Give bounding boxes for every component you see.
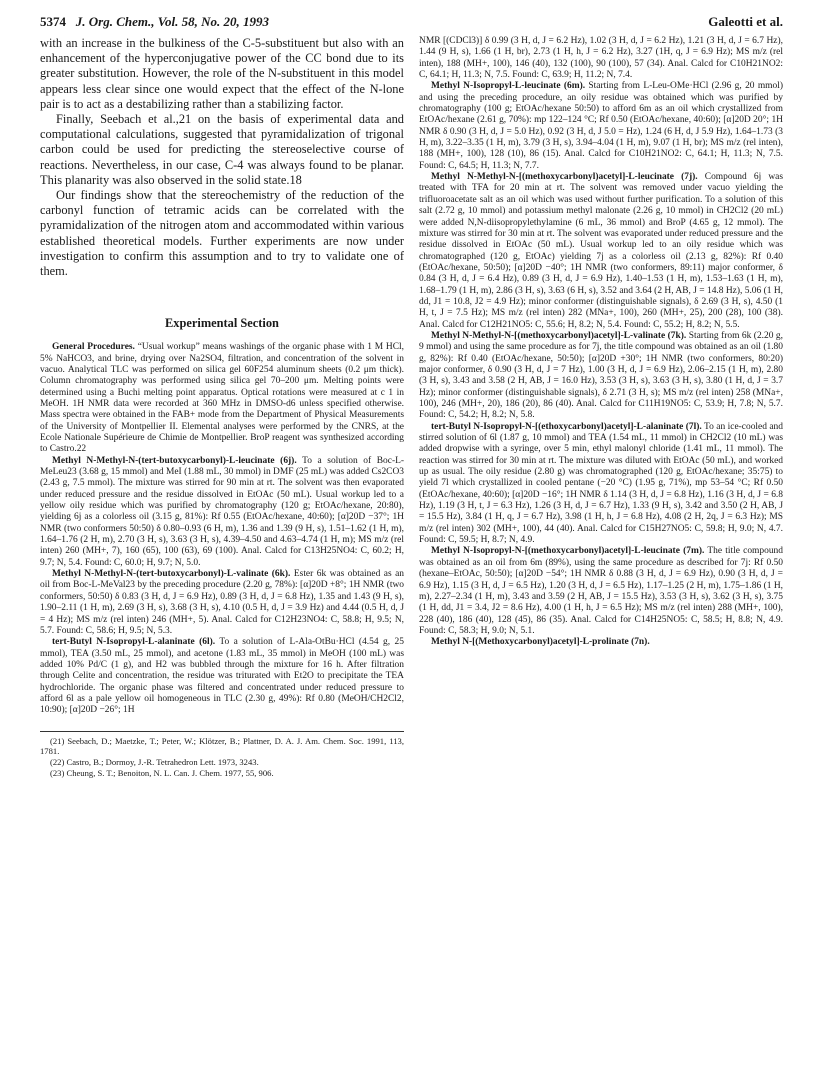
discussion-paragraph: with an increase in the bulkiness of the C-5-substituent but also with an enhancement of the hyperconjugative power of the CC bond due to its greater substitution. However, the role of the N-substituent in this model appears less clear since one would expect that the effect of the N-lone pair is to act as a destabilizing rather than a stabilizing factor. [40, 36, 404, 111]
compound-heading: Methyl N-Isopropyl-L-leucinate (6m). [431, 81, 586, 92]
paragraph-body: To a solution of L-Ala-OtBu·HCl (4.54 g, 25 mmol), TEA (3.50 mL, 25 mmol), and acetone (1.83 mL, 35 mmol) in MeOH (100 mL) was added 10% Pd/C (1 g), and H2 was bubbled through the mixture for 16 h. After filtration through Celite and concentration, the residue was triturated with Et2O to precipitate the TEA hydrochloride. The organic phase was filtered and concentrated under reduced pressure to afford 6l as a pale yellow oil homogeneous in TLC (2.30 g, 49%): Rf 0.80 (MeOH/CH2Cl2, 10:90); [α]20D −26°; 1H [40, 637, 404, 716]
compound-heading: Methyl N-Methyl-N-[(methoxycarbonyl)acetyl]-L-valinate (7k). [431, 330, 687, 341]
experimental-paragraph [40, 456, 404, 569]
paragraph-body: The title compound was obtained as an oil from 6m (89%), using the same procedure as described for 7j: Rf 0.50 (hexane–EtOAc, 50:50); [α]20D −54°; 1H NMR δ 0.88 (3 H, d, J = 6.9 Hz), 0.90 (3 H, d, J = 6.9 Hz), 1.15 (3 H, d, J = 6.5 Hz), 1.20 (3 H, d, J = 6.5 Hz), 1.17–1.25 (2 H, m), 1.75–1.86 (1 H, m), 2.27–2.34 (1 H, m), 3.43 and 3.59 (2 H, AB, J = 15.5 Hz), 3.53 (3 H, s), 3.62 (3 H, s), 3.75 (1 H, dd, J1 = 3.4, J2 = 8.6 Hz), 4.00 (1 H, h, J = 6.5 Hz); MS m/z (rel inten) 288 (MH+, 100), 228 (40), 186 (40), 128 (45), 86 (35). Anal. Calcd for C14H25NO5: C, 58.5; H, 8.8; N, 4.9. Found: C, 58.3; H, 9.0; N, 5.1. [419, 546, 783, 636]
experimental-paragraph [40, 637, 404, 716]
reference-item: (22) Castro, B.; Dormoy, J.-R. Tetrahedron Lett. 1973, 3243. [50, 757, 259, 767]
experimental-paragraph: NMR [(CDCl3)] δ 0.99 (3 H, d, J = 6.2 Hz), 1.02 (3 H, d, J = 6.2 Hz), 1.21 (3 H, d, J = 6.7 Hz), 1.44 (9 H, s), 1.66 (1 H, br), 2.73 (1 H, h, J = 6.2 Hz), 3.27 (1H, q, J = 6.9 Hz); MS m/z (rel inten), 188 (MH+, 100), 146 (40), 132 (100), 90 (100), 57 (34). Anal. Calcd for C10H21NO2: C, 64.1; H, 11.3; N, 7.5. Found: C, 63.9; H, 11.2; N, 7.4. [419, 36, 783, 81]
compound-heading: tert-Butyl N-Isopropyl-N-[(ethoxycarbonyl)acetyl]-L-alaninate (7l). [431, 421, 702, 432]
paragraph-body: Starting from L-Leu-OMe·HCl (2.96 g, 20 mmol) and using the preceding procedure, an oily residue was obtained which was purified by chromatography (100 g; EtOAc/hexane 50:50) to afford 6m as an oil which crystallized from EtOAc/hexane (2.61 g, 70%): mp 122–124 °C; Rf 0.50 (EtOAc/hexane, 40:60); [α]20D 20°; 1H NMR δ 0.90 (3 H, d, J = 5.0 Hz), 0.92 (3 H, d, J 5.0 = Hz), 1.24 (6 H, d, J 5.9 Hz), 1.64–1.73 (3 H, m), 3.22–3.35 (1 H, m), 3.79 (3 H, s), 3.94–4.04 (1 H, m), 9.07 (1 H, br); MS m/z (rel inten), 188 (MH+, 100), 128 (10), 86 (15). Anal. Calcd for C10H21NO2: C, 64.1; H, 11.3; N, 7.5. Found: C, 64.5; H, 11.3; N, 7.7. [419, 81, 784, 171]
compound-heading: Methyl N-Methyl-N-[(methoxycarbonyl)acetyl]-L-leucinate (7j). [431, 172, 698, 183]
header-left [40, 14, 269, 30]
running-header [40, 12, 783, 32]
section-heading: Experimental Section [165, 316, 279, 331]
experimental-paragraph [419, 172, 783, 331]
paragraph-body: Compound 6j was treated with TFA for 20 min at rt. The solvent was removed under vacuo yielding the trifluoroacetate salt as an oil which was used without further purification. To a solution of this salt (2.72 g, 10 mmol) and potassium methyl malonate (2.26 g, 10 mmol) in CH2Cl2 (20 mL) were added N,N-diisopropylethylamine (6 mL, 36 mmol) and BroP (4.65 g, 12 mmol). The mixture was stirred for 30 min at rt. The solvent was evaporated under reduced pressure and the residue dissolved in EtOAc (50 mL). Usual workup led to an oily residue which was chromatographed (120 g, EtOAc) yielding 7j as a colorless oil (2.13 g, 82%): Rf 0.40 (EtOAc/hexane, 50:50); [α]20D −40°; 1H NMR (two conformers, 89:11) major conformer, δ 0.84 (3 H, d, J = 6.4 Hz), 0.89 (3 H, d, J = 6.9 Hz), 1.40–1.53 (1 H, m), 1.53–1.63 (1 H, m), 1.68–1.79 (1 H, m), 2.86 (3 H, s), 3.63 (6 H, s), 3.52 and 3.64 (2 H, AB, J = 14.8 Hz), 5.06 (1 H, dd, J1 = 10.8, J2 = 4.9 Hz); minor conformer (distinguishable signals), δ 2.69 (3 H, s), 4.50 (1 H, t, J = 7.5 Hz); MS m/z (rel inten) 282 (MNa+, 100), 260 (MH+, 25), 200 (28), 100 (38). Anal. Calcd for C12H21NO5: C, 55.6; H, 8.2; N, 5.4. Found: C, 55.2; H, 8.2; N, 5.5. [419, 172, 784, 330]
right-column [419, 36, 783, 649]
compound-heading: Methyl N-Methyl-N-(tert-butoxycarbonyl)-L-valinate (6k). [52, 569, 291, 580]
references [40, 736, 404, 779]
experimental-paragraph [419, 331, 783, 422]
compound-heading: tert-Butyl N-Isopropyl-L-alaninate (6l). [52, 637, 216, 648]
header-authors: Galeotti et al. [708, 14, 783, 29]
experimental-paragraph [40, 569, 404, 637]
paragraph-body: Starting from 6k (2.20 g, 9 mmol) and using the same procedure as for 7j, the title compound was obtained as an oil (1.80 g, 82%): Rf 0.40 (EtOAc/hexane, 50:50); [α]20D +30°; 1H NMR (two conformers, 80:20) major conformer, δ 0.90 (3 H, d, J = 7 Hz), 1.00 (3 H, d, J = 6.9 Hz), 2.06–2.15 (1 H, m), 2.80 (3 H, s), 3.43 and 3.58 (2 H, AB, J = 16.0 Hz), 3.53 (3 H, s), 3.63 (3 H, s), 3.80 (1 H, d, J = 3.7 Hz); minor conformer (distinguishable signals), δ 2.71 (3 H, s); MS m/z (rel inten) 258 (MNa+, 100), 246 (MH+, 20), 186 (20), 86 (40). Anal. Calcd for C11H19NO5: C, 53.9; H, 7.8; N, 5.7. Found: C, 54.2; H, 8.2; N, 5.8. [419, 330, 784, 421]
paragraph-heading: General Procedures. [52, 342, 135, 353]
left-column [40, 36, 404, 779]
reference-item: (21) Seebach, D.; Maetzke, T.; Peter, W.; Klötzer, B.; Plattner, D. A. J. Am. Chem. Soc. 1991, 113, 1781. [40, 735, 404, 756]
paragraph-body: Ester 6k was obtained as an oil from Boc-L-MeVal23 by the preceding procedure (2.20 g, 78%): [α]20D +8°; 1H NMR (two conformers, 50:50) δ 0.83 (3 H, d, J = 6.9 Hz), 0.89 (3 H, d, J = 6.8 Hz), 1.35 and 1.43 (9 H, s), 1.90–2.11 (1 H, m), 2.69 (3 H, s), 3.68 (3 H, s), 4.10 (0.5 H, d, J = 3.9 Hz) and 4.44 (0.5 H, d, J = 4 Hz); MS m/z (rel inten) 246 (MH+, 5). Anal. Calcd for C12H23NO4: C, 58.8; H, 9.5; N, 5.7. Found: C, 58.6; H, 9.5; N, 5.3. [40, 569, 405, 636]
paragraph-body: “Usual workup” means washings of the organic phase with 1 M HCl, 5% NaHCO3, and brine, drying over Na2SO4, filtration, and concentration of the solvent in vacuo. Analytical TLC was performed on silica gel 60F254 aluminum sheets (0.2 μm thick). Column chromatography was performed using silica gel 70–200 μm. Melting points were determined using a Buchi melting point apparatus. Optical rotations were measured at c 1 in MeOH. 1H NMR data were recorded at 360 MHz in DMSO-d6 unless specified otherwise. Mass spectra were obtained in the FAB+ mode from the Department of Physical Measurements of the University of Montpellier II. Elemental analyses were performed by the CNRS, at the Ecole Nationale Supérieure de Chimie de Montpellier. BroP reagent was synthesized according to Castro.22 [40, 342, 404, 455]
page-number: 5374 [40, 14, 66, 29]
experimental-paragraph [419, 546, 783, 637]
journal-citation: J. Org. Chem., Vol. 58, No. 20, 1993 [75, 14, 269, 29]
discussion-paragraph: Finally, Seebach et al.,21 on the basis of experimental data and computational calculations, suggested that pyramidalization of trigonal carbon could be used for predicting the stereoselective course of reactions. Nevertheless, in our case, C-4 was always found to be planar. This planarity was also observed in the solid state.18 [40, 112, 404, 187]
compound-heading: Methyl N-[(Methoxycarbonyl)acetyl]-L-prolinate (7n). [431, 637, 650, 648]
experimental-paragraph [419, 422, 783, 547]
paragraph-body: To an ice-cooled and stirred solution of 6l (1.87 g, 10 mmol) and TEA (1.54 mL, 11 mmol) in CH2Cl2 (10 mL) was added dropwise with a syringe, over 5 min, ethyl malonyl chloride (1.41 mL, 11 mmol). The reaction was stirred for 30 min at rt. The mixture was diluted with EtOAc (50 mL), and worked up as usual. The oily residue (2.80 g) was chromatographed (120 g, EtOAc/hexane; 35:75) to yield 7l which crystallized in cooled pentane (−20 °C) (1.95 g, 71%), mp 53–54 °C; Rf 0.50 (EtOAc/hexane, 40:60); [α]20D −16°; 1H NMR δ 1.14 (3 H, d, J = 6.8 Hz), 1.16 (3 H, d, J = 6.8 Hz), 1.19 (3 H, t, J = 6.3 Hz), 1.26 (3 H, d, J = 6.7 Hz), 1.33 (9 H, s), 3.42 and 3.50 (2 H, AB, J = 15.5 Hz), 3.84 (1 H, q, J = 6.7 Hz), 3.98 (1 H, h, J = 6.8 Hz), 4.08 (2 H, 2q, J = 6.3 Hz); MS m/z (rel inten) 302 (MH+, 100), 44 (40). Anal. Calcd for C15H27NO5: C, 59.8; H, 9.0; N, 4.7. Found: C, 59.5; H, 8.7; N, 4.9. [419, 421, 783, 546]
experimental-paragraph [40, 342, 404, 455]
compound-heading: Methyl N-Methyl-N-(tert-butoxycarbonyl)-L-leucinate (6j). [52, 455, 297, 466]
reference-item: (23) Cheung, S. T.; Benoiton, N. L. Can. J. Chem. 1977, 55, 906. [50, 768, 274, 779]
discussion-paragraph: Our findings show that the stereochemistry of the reduction of the carbonyl function of tetramic acids can be correlated with the pyramidalization of the nitrogen atom and accommodated within various established theoretical models. Further experiments are now under investigation to confirm this assumption and to try to validate one of them. [40, 188, 404, 279]
experimental-paragraph [419, 81, 783, 172]
footnote-divider [40, 731, 404, 732]
compound-heading: Methyl N-Isopropyl-N-[(methoxycarbonyl)acetyl]-L-leucinate (7m). [431, 546, 705, 557]
experimental-paragraph [419, 637, 783, 648]
paragraph-body: To a solution of Boc-L-MeLeu23 (3.68 g, 15 mmol) and MeI (1.88 mL, 30 mmol) in DMF (25 mL) was added Cs2CO3 (2.43 g, 7.5 mmol). The mixture was stirred for 90 min at rt. The solvent was then evaporated under reduced pressure and the residue dissolved in EtOAc (50 mL). Usual workup led to a yellow oily residue which was purified by chromatography (120 g; EtOAc/hexane, 20:80), yielding 6j as a colorless oil (3.15 g, 81%): Rf 0.55 (EtOAc/hexane, 40:60); [α]20D −37°; 1H NMR (two conformers 50:50) δ 0.80–0.93 (6 H, m), 1.36 and 1.39 (9 H, s), 1.51–1.62 (1 H, m), 1.64–1.76 (2 H, m), 2.70 (3 H, s), 3.63 (3 H, s), 4.39–4.50 and 4.63–4.74 (1 H, m); MS m/z (rel inten) 260 (MH+, 7), 160 (65), 100 (63), 69 (100). Anal. Calcd for C13H25NO4: C, 60.2; H, 9.7; N, 5.4. Found: C, 60.0; H, 9.7; N, 5.0. [40, 455, 404, 568]
